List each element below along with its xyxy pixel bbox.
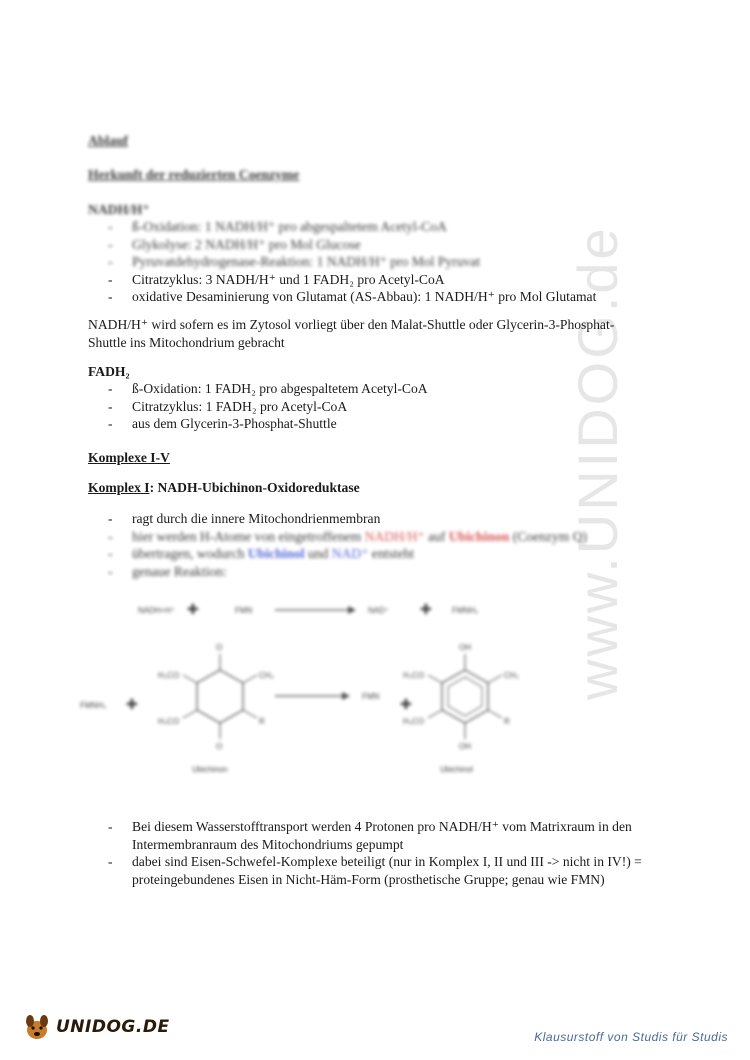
heading-ablauf: Ablauf: [88, 133, 129, 148]
list-item: - ß-Oxidation: 1 NADH/H⁺ pro abgespaltetem Acetyl-CoA: [108, 218, 596, 236]
ubichinon-structure: [158, 643, 274, 774]
plus-sign: ✚: [420, 601, 432, 617]
komplex1-title: : NADH-Ubichinon-Oxidoreduktase: [149, 480, 360, 495]
unidog-logo: [22, 1012, 170, 1042]
heading-nadh: NADH/H⁺: [88, 202, 150, 217]
svg-text:OH: OH: [459, 643, 471, 652]
highlight-red: NADH/H⁺: [364, 528, 425, 544]
svg-text:H₃CO: H₃CO: [403, 671, 425, 680]
svg-text:R: R: [259, 717, 265, 726]
list-item: - ß-Oxidation: 1 FADH₂ pro abgespaltetem Acetyl-CoA: [108, 380, 428, 398]
komplex1-list: [108, 510, 587, 580]
svg-text:O: O: [216, 643, 223, 652]
list-item: - oxidative Desaminierung von Glutamat (AS-Abbau): 1 NADH/H⁺ pro Mol Glutamat: [108, 288, 596, 306]
logo-text: UNIDOG.DE: [56, 1017, 170, 1037]
svg-text:O: O: [216, 742, 223, 751]
list-item: - Bei diesem Wasserstofftransport werden 4 Protonen pro NADH/H⁺ vom Matrixraum in den Intermembranraum des Mitochondriums gepumpt: [108, 818, 632, 853]
watermark: www.UNIDOG.de: [566, 225, 629, 700]
list-item: - Citratzyklus: 1 FADH₂ pro Acetyl-CoA: [108, 398, 428, 416]
list-item: - dabei sind Eisen-Schwefel-Komplexe beteiligt (nur in Komplex I, II und III -> nicht in IV!) = proteingebundenes Eisen in Nicht-Häm-Form (prosthetische Gruppe; genau wie FMN): [108, 853, 652, 888]
svg-text:Ubichinon: Ubichinon: [192, 765, 228, 774]
arrow-head: [342, 692, 350, 700]
reaction-diagram: [80, 590, 550, 790]
fadh-list: [108, 380, 428, 433]
text-segment: entsteht: [368, 546, 415, 561]
svg-text:CH₃: CH₃: [259, 671, 274, 680]
text-segment: übertragen, wodurch: [132, 546, 248, 561]
plus-sign: ✚: [187, 601, 199, 617]
list-item: - ragt durch die innere Mitochondrienmembran: [108, 510, 587, 528]
svg-text:CH₃: CH₃: [504, 671, 519, 680]
svg-text:R: R: [504, 717, 510, 726]
reaction-label: FMNH₂: [80, 701, 107, 710]
heading-komplexe: Komplexe I-V: [88, 450, 170, 465]
svg-text:H₃CO: H₃CO: [158, 671, 180, 680]
bottom-list: [108, 818, 652, 888]
list-item: - Citratzyklus: 3 NADH/H⁺ und 1 FADH₂ pro Acetyl-CoA: [108, 271, 596, 289]
arrow-head: [348, 606, 356, 614]
svg-text:Ubichinol: Ubichinol: [440, 765, 473, 774]
list-item-continuation: [108, 545, 587, 563]
list-item: [108, 528, 587, 546]
footer-tagline: Klausurstoff von Studis für Studis: [534, 1030, 728, 1044]
nadh-paragraph: NADH/H⁺ wird sofern es im Zytosol vorliegt über den Malat-Shuttle oder Glycerin-3-Phosphat-Shuttle ins Mitochondrium gebracht: [88, 317, 615, 350]
ubichinol-structure: [403, 643, 519, 774]
text-segment: (Coenzym Q): [509, 528, 588, 544]
svg-text:H₃CO: H₃CO: [158, 717, 180, 726]
reaction-label: NAD⁺: [368, 606, 390, 615]
heading-komplex1: [88, 480, 360, 496]
reaction-label: NADH+H⁺: [138, 606, 176, 615]
list-item: - Pyruvatdehydrogenase-Reaktion: 1 NADH/H⁺ pro Mol Pyruvat: [108, 253, 596, 271]
text-segment: und: [304, 546, 332, 561]
reaction-label: FMNH₂: [452, 606, 479, 615]
highlight-blue: NAD⁺: [331, 546, 369, 561]
dog-icon: [22, 1012, 52, 1042]
komplex1-label: Komplex I: [88, 480, 150, 495]
list-item: - Glykolyse: 2 NADH/H⁺ pro Mol Glucose: [108, 236, 596, 254]
text-segment: auf: [424, 528, 449, 544]
list-item: - genaue Reaktion:: [108, 563, 587, 581]
text-segment: hier werden H-Atome von eingetroffenem: [132, 528, 365, 544]
svg-text:OH: OH: [459, 742, 471, 751]
nadh-list: [108, 218, 596, 306]
svg-text:H₃CO: H₃CO: [403, 717, 425, 726]
plus-sign: ✚: [126, 696, 138, 712]
heading-herkunft: Herkunft der reduzierten Coenzyme: [88, 167, 300, 182]
highlight-blue: Ubichinol: [247, 546, 305, 561]
reaction-label: FMN: [362, 692, 380, 701]
plus-sign: ✚: [400, 696, 412, 712]
reaction-label: FMN: [235, 606, 253, 615]
list-item: - aus dem Glycerin-3-Phosphat-Shuttle: [108, 415, 428, 433]
highlight-red: Ubichinon: [448, 528, 510, 544]
heading-fadh: FADH₂: [88, 364, 130, 379]
